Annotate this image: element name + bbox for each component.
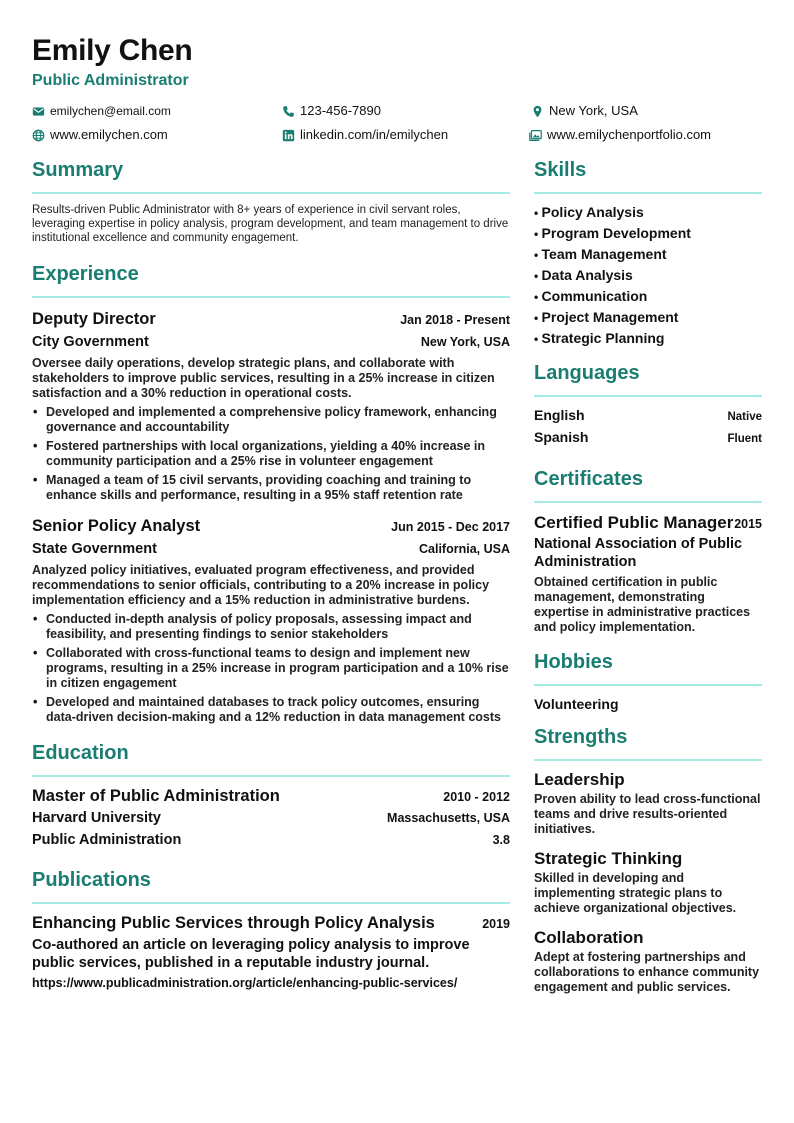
contact-email-text: emilychen@email.com [50, 104, 171, 118]
job-description: Oversee daily operations, develop strategic plans, and collaborate with stakeholders to improve public services, resulting in a 25% increase in citizen satisfaction and a 30% reduction in operational costs. [32, 356, 495, 400]
skill-item: • Communication [534, 286, 762, 307]
languages-heading: Languages [534, 361, 762, 397]
field-of-study: Public Administration [32, 832, 182, 848]
strength-name: Leadership [534, 770, 625, 789]
contact-location [531, 103, 638, 119]
certificate-name: Certified Public Manager [534, 513, 734, 532]
language-name: Spanish [534, 429, 589, 445]
job-place: New York, USA [420, 335, 510, 349]
job-entry [32, 515, 510, 725]
language-name: English [534, 407, 585, 423]
language-row [534, 427, 762, 449]
language-row [534, 405, 762, 427]
portfolio-image-icon [529, 129, 542, 142]
skills-list [534, 202, 762, 349]
contact-portfolio-text: www.emilychenportfolio.com [547, 127, 712, 142]
certificate-description: Obtained certification in public management, demonstrating expertise in administrative practices and policy implementation. [534, 575, 751, 634]
contact-portfolio[interactable] [529, 127, 711, 143]
summary-heading: Summary [32, 158, 510, 194]
skill-item: • Team Management [534, 244, 762, 265]
publications-heading: Publications [32, 868, 510, 904]
map-pin-icon [531, 105, 544, 118]
job-bullet: • Conducted in-depth analysis of policy proposals, assessing impact and feasibility, and presenting findings to senior stakeholders [32, 612, 510, 642]
strength-entry [534, 769, 762, 837]
hobby-item: Volunteering [534, 696, 619, 712]
contact-phone[interactable] [282, 103, 381, 119]
contact-location-text: New York, USA [549, 103, 638, 118]
languages-section [534, 361, 762, 449]
strength-name: Collaboration [534, 928, 644, 947]
job-org: City Government [32, 334, 149, 350]
strength-description: Adept at fostering partnerships and collaborations to enhance community engagement and public services. [534, 950, 760, 994]
left-column [32, 158, 510, 991]
publication-description: Co-authored an article on leveraging policy analysis to improve public services, published in a reputable industry journal. [32, 937, 470, 971]
job-bullet: • Developed and maintained databases to track policy outcomes, ensuring data-driven decision-making and a 12% reduction in data management costs [32, 695, 510, 725]
strength-description: Skilled in developing and implementing strategic plans to achieve organizational objectives. [534, 871, 737, 915]
strengths-heading: Strengths [534, 725, 762, 761]
publication-title: Enhancing Public Services through Policy Analysis [32, 914, 435, 932]
strength-entry [534, 848, 762, 916]
strength-description: Proven ability to lead cross-functional teams and drive results-oriented initiatives. [534, 792, 761, 836]
contact-website-text: www.emilychen.com [50, 127, 168, 142]
contact-website[interactable] [32, 127, 168, 143]
education-section [32, 741, 510, 851]
job-bullet: • Managed a team of 15 civil servants, providing coaching and training to enhance skills and performance, resulting in a 95% staff retention rate [32, 473, 510, 503]
job-org: State Government [32, 541, 157, 557]
skill-item: • Data Analysis [534, 265, 762, 286]
hobbies-section [534, 650, 762, 713]
language-level: Fluent [727, 433, 762, 445]
skill-item: • Program Development [534, 223, 762, 244]
publications-section [32, 868, 510, 991]
contact-linkedin-text: linkedin.com/in/emilychen [300, 127, 449, 142]
contact-bar [32, 99, 762, 155]
contact-linkedin[interactable] [282, 127, 448, 143]
envelope-icon [32, 105, 45, 118]
right-column [534, 158, 762, 995]
job-bullet: • Collaborated with cross-functional teams to design and implement new programs, resulting in a 25% increase in program participation and a 10% rise in citizen engagement [32, 646, 510, 691]
job-bullet: • Fostered partnerships with local organizations, yielding a 40% increase in community participation and a 25% rise in volunteer engagement [32, 439, 510, 469]
linkedin-icon [282, 129, 295, 142]
skills-section [534, 158, 762, 349]
job-bullets [32, 405, 510, 503]
degree: Master of Public Administration [32, 787, 280, 805]
phone-icon [282, 105, 295, 118]
skills-heading: Skills [534, 158, 762, 194]
publication-link[interactable]: https://www.publicadministration.org/article/enhancing-public-services/ [32, 976, 458, 990]
strength-name: Strategic Thinking [534, 849, 683, 868]
job-title: Deputy Director [32, 310, 156, 328]
experience-heading: Experience [32, 262, 510, 298]
certificate-issuer: National Association of Public Administration [534, 536, 743, 570]
publication-year: 2019 [482, 917, 510, 931]
summary-text: Results-driven Public Administrator with 8+ years of experience in civil servant roles, leveraging expertise in policy analysis, program development, and team management to drive institutional excellence and community engagement. [32, 204, 509, 244]
job-date: Jan 2018 - Present [400, 313, 510, 327]
gpa: 3.8 [492, 833, 510, 847]
certificates-section [534, 467, 762, 635]
experience-section [32, 262, 510, 725]
job-title: Senior Policy Analyst [32, 517, 201, 535]
skill-item: • Strategic Planning [534, 328, 762, 349]
language-level: Native [727, 411, 762, 423]
job-entry [32, 308, 510, 503]
certificate-year: 2015 [734, 517, 762, 531]
summary-section [32, 158, 510, 245]
contact-email[interactable] [32, 103, 171, 119]
strengths-section [534, 725, 762, 995]
school-place: Massachusetts, USA [387, 811, 510, 825]
candidate-name: Emily Chen [32, 34, 193, 67]
school: Harvard University [32, 810, 161, 826]
strength-entry [534, 927, 762, 995]
certificates-heading: Certificates [534, 467, 762, 503]
skill-item: • Project Management [534, 307, 762, 328]
hobbies-heading: Hobbies [534, 650, 762, 686]
job-description: Analyzed policy initiatives, evaluated program effectiveness, and provided recommendations to senior officials, contributing to a 20% increase in policy implementation efficiency and a 15% reduction in administrative burdens. [32, 563, 490, 607]
education-heading: Education [32, 741, 510, 777]
job-bullet: • Developed and implemented a comprehensive policy framework, enhancing governance and accountability [32, 405, 510, 435]
education-years: 2010 - 2012 [443, 790, 510, 804]
job-date: Jun 2015 - Dec 2017 [391, 520, 510, 534]
globe-icon [32, 129, 45, 142]
contact-phone-text: 123-456-7890 [300, 103, 381, 118]
job-bullets [32, 612, 510, 725]
skill-item: • Policy Analysis [534, 202, 762, 223]
candidate-role: Public Administrator [32, 72, 189, 89]
job-place: California, USA [419, 542, 510, 556]
